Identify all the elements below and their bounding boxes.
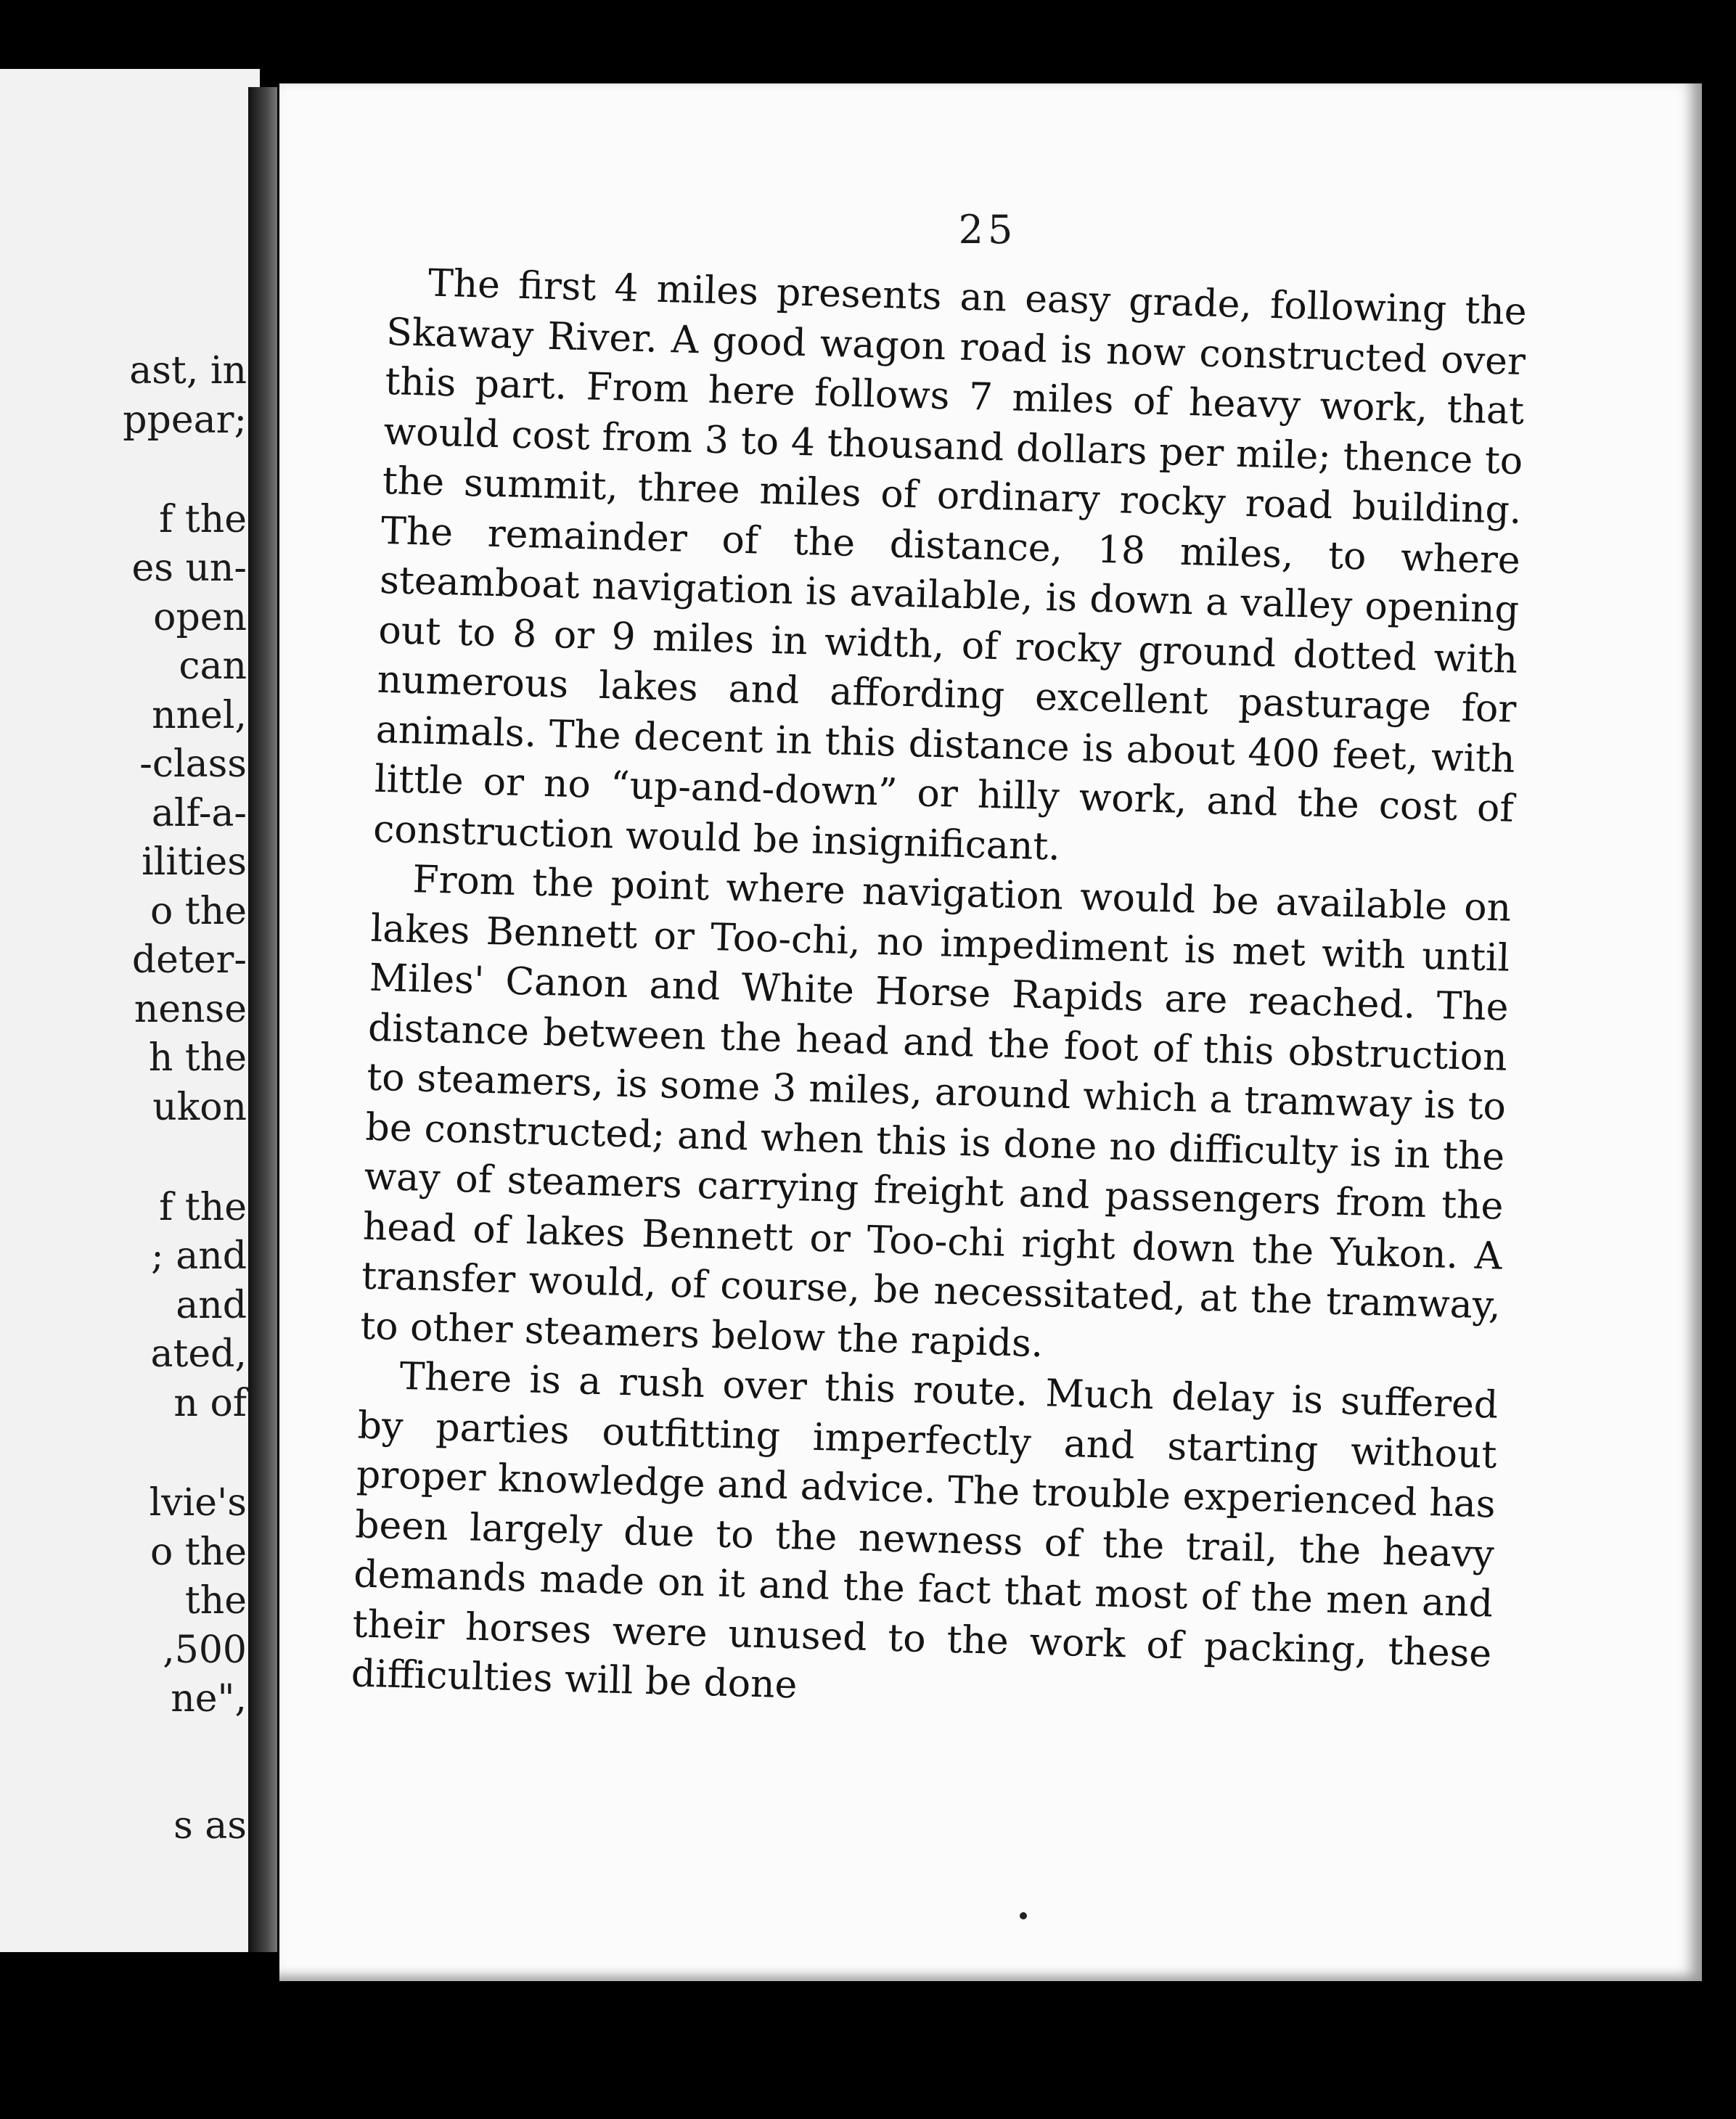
ink-speck xyxy=(1020,1912,1027,1919)
left-page-fragment: f the xyxy=(159,498,247,541)
book-gutter xyxy=(248,87,277,1952)
page-edge-shadow xyxy=(1702,123,1736,2083)
left-page-fragment: nnel, xyxy=(152,694,247,737)
right-page xyxy=(279,83,1702,1981)
left-page-fragment: ated, xyxy=(150,1332,247,1376)
paragraph: There is a rush over this route. Much delay is suffered by parties outfitting imperfectly and starting without proper knowledge and advice. The trouble experienced has been largely due to the newness of the trail, the heavy demands made on it and the fact that most of the men and their horses were unused to the work of packing, these difficulties will be done xyxy=(351,1354,1499,1708)
left-page-fragment: deter- xyxy=(131,938,247,982)
left-page-fragment: ilities xyxy=(142,840,247,884)
left-page-fragment: es un- xyxy=(131,546,247,590)
left-page-fragment: s as xyxy=(173,1804,247,1848)
left-page-fragment: -class xyxy=(139,742,247,786)
left-page-fragment: the xyxy=(184,1579,247,1623)
page-number: 25 xyxy=(958,207,1018,253)
left-page-fragment: n of xyxy=(173,1382,247,1425)
left-page-fragment: ukon xyxy=(152,1086,247,1129)
left-page-fragment: h the xyxy=(148,1036,247,1080)
left-page-fragment: f the xyxy=(159,1186,247,1229)
body-text xyxy=(351,258,1527,1729)
paragraph: From the point where navigation would be available on lakes Bennett or Too-chi, no impediment is met with until Miles' Canon and White Horse Rapids are reached. The distance between the head and the foot of this obstruction to steamers, is some 3 miles, around which a tramway is to be constructed; and when this is done no difficulty is in the way of steamers carrying freight and passengers from the head of lakes Bennett or Too-chi right down the Yukon. A transfer would, of course, be necessitated, at the tramway, to other steamers below the rapids. xyxy=(359,858,1512,1366)
left-page-fragment: lvie's xyxy=(149,1481,247,1525)
left-page-fragment: and xyxy=(176,1284,247,1327)
left-page-fragment: o the xyxy=(150,1530,247,1574)
left-page-fragment: nense xyxy=(134,988,247,1031)
left-page-fragment: ne", xyxy=(171,1677,247,1721)
left-page-fragment: ,500 xyxy=(163,1628,247,1672)
left-page-fragment: ; and xyxy=(151,1234,247,1278)
left-page-fragment: o the xyxy=(150,890,247,933)
left-page xyxy=(0,69,260,1952)
left-page-fragment: ast, in xyxy=(129,349,247,393)
left-page-fragment: alf-a- xyxy=(151,792,247,835)
left-page-fragment: ppear; xyxy=(123,398,247,442)
left-page-fragment: open xyxy=(153,596,247,639)
paragraph: The first 4 miles presents an easy grade, following the Skaway River. A good wagon road is now constructed over this part. From here follows 7 miles of heavy work, that would cost from 3 to 4 thousand dollars per mile; thence to the summit, three miles of ordinary rocky road building. The remainder of the distance, 18 miles, to where steamboat navigation is available, is down a valley opening out to 8 or 9 miles in width, of rocky ground dotted with numerous lakes and affording excellent pasturage for animals. The decent in this distance is about 400 feet, with little or no “up-and-down” or hilly work, and the cost of construction would be insignificant. xyxy=(372,261,1528,869)
left-page-fragment: can xyxy=(179,644,247,688)
